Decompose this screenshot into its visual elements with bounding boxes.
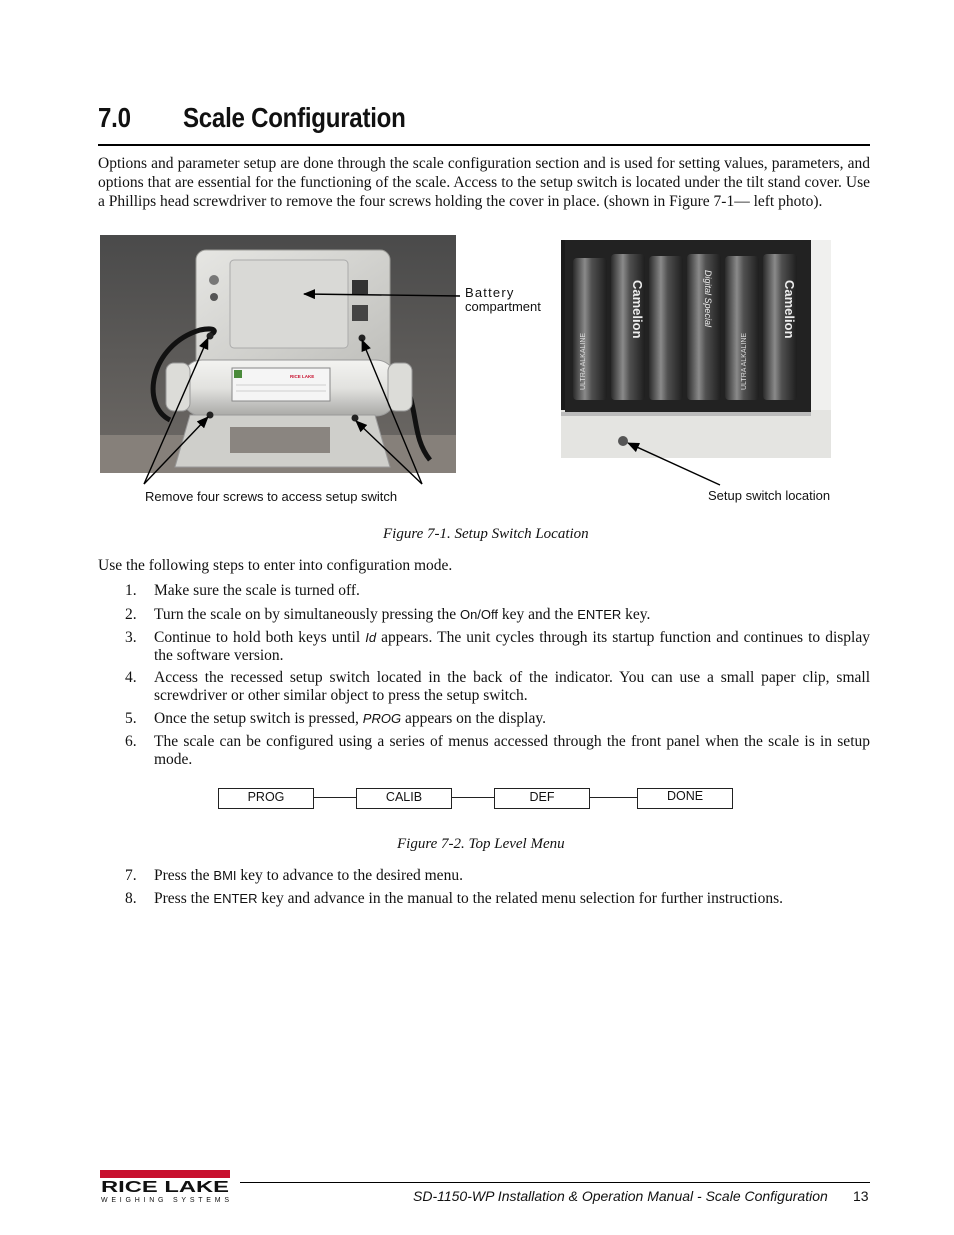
label-brand-text: RICE LAKE — [290, 374, 315, 379]
page-number: 13 — [853, 1188, 869, 1204]
figure-2-caption: Figure 7-2. Top Level Menu — [397, 836, 565, 852]
step-number: 2. — [125, 606, 137, 623]
callout-battery-line2: compartment — [465, 299, 541, 314]
battery-brand-text: Camelion — [630, 280, 645, 339]
step-number: 6. — [125, 733, 137, 750]
menu-connector — [589, 797, 637, 798]
key-enter: ENTER — [213, 891, 258, 906]
key-enter: ENTER — [577, 607, 622, 622]
display-id: Id — [365, 630, 377, 645]
menu-box-def: DEF — [494, 788, 590, 809]
screw-icon — [207, 412, 214, 419]
section-title: Scale Configuration — [183, 102, 406, 133]
footer-manual-title: SD-1150-WP Installation & Operation Manual - Scale Configuration — [413, 1188, 828, 1204]
callout-screws: Remove four screws to access setup switch — [145, 489, 398, 504]
figure-1-caption: Figure 7-1. Setup Switch Location — [383, 526, 589, 542]
battery-type-text: ULTRA ALKALINE — [741, 332, 748, 390]
step-number: 1. — [125, 582, 137, 599]
step-text: The scale can be configured using a series of menus accessed through the front panel when the scale is in setup mode. — [154, 733, 870, 768]
logo-wordmark: RICE LAKE — [101, 1179, 229, 1196]
section-number: 7.0 — [98, 102, 131, 133]
battery-brand-text: Camelion — [782, 280, 797, 339]
logo-tagline: WEIGHING SYSTEMS — [101, 1197, 229, 1204]
step-text: Once the setup switch is pressed, PROG appears on the display. — [154, 710, 546, 727]
step-number: 5. — [125, 710, 137, 727]
footer-rule — [240, 1182, 870, 1183]
menu-box-prog: PROG — [218, 788, 314, 809]
step-number: 7. — [125, 867, 137, 884]
step-text: Continue to hold both keys until Id appears. The unit cycles through its startup function and continues to display the software version. — [154, 629, 870, 664]
menu-box-done: DONE — [637, 788, 733, 809]
battery-compartment-photo — [561, 240, 831, 458]
screw-icon — [207, 333, 214, 340]
key-on-off: On/Off — [459, 607, 499, 622]
callout-battery-line1: Battery — [465, 285, 515, 300]
key-bmi: BMI — [213, 868, 237, 883]
callout-battery-2 — [465, 300, 541, 314]
step-text: Access the recessed setup switch located in the back of the indicator. You can use a small paper clip, small screwdriver or other similar object to press the setup switch. — [154, 669, 870, 704]
indicator-back-photo — [100, 235, 456, 473]
intro-paragraph: Options and parameter setup are done through the scale configuration section and is used for setting values, parameters, and options that are essential for the functioning of the scale. Access to the setup switch is located under the tilt stand cover. Use a Phillips head screwdriver to remove the four screws holding the cover in place. (shown in Figure 7-1— left photo). — [98, 155, 870, 210]
menu-connector — [451, 797, 494, 798]
setup-switch-icon — [618, 436, 628, 446]
callout-battery — [465, 286, 515, 300]
section-heading — [98, 100, 870, 146]
step-text: Turn the scale on by simultaneously pressing the On/Off key and the ENTER key. — [154, 606, 651, 623]
step-text: Press the BMI key to advance to the desired menu. — [154, 867, 463, 884]
battery-type-text: ULTRA ALKALINE — [580, 332, 587, 390]
menu-connector — [313, 797, 356, 798]
step-number: 3. — [125, 629, 137, 646]
screw-icon — [359, 335, 366, 342]
step-number: 8. — [125, 890, 137, 907]
display-prog: PROG — [362, 711, 402, 726]
step-text: Press the ENTER key and advance in the manual to the related menu selection for further instructions. — [154, 890, 784, 907]
screw-icon — [352, 415, 359, 422]
menu-box-calib: CALIB — [356, 788, 452, 809]
callout-setup-switch: Setup switch location — [708, 488, 831, 503]
step-text: Make sure the scale is turned off. — [154, 582, 360, 599]
battery-special-text: Digital Special — [703, 270, 713, 328]
step-number: 4. — [125, 669, 137, 686]
rice-lake-logo — [100, 1170, 234, 1204]
steps-lead: Use the following steps to enter into configuration mode. — [98, 557, 453, 574]
